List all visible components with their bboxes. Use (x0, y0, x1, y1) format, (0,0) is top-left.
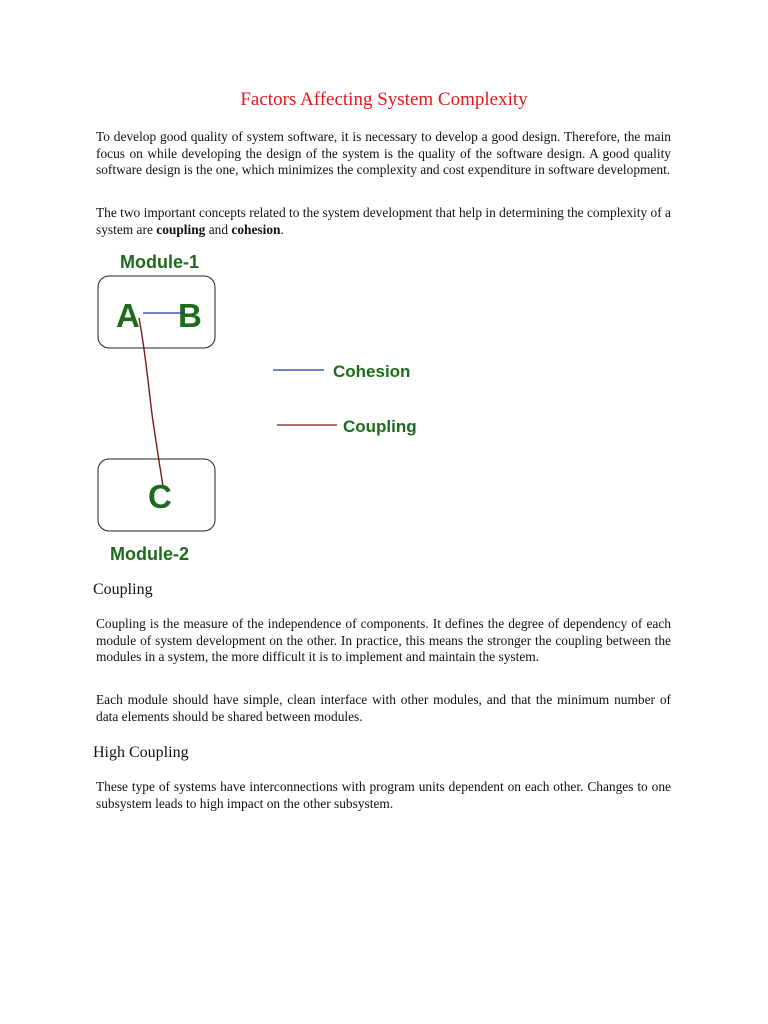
intro-paragraph-2-and: and (205, 221, 232, 237)
legend-cohesion-label: Cohesion (333, 362, 411, 381)
node-c: C (148, 478, 172, 515)
term-cohesion: cohesion (231, 221, 281, 237)
high-coupling-paragraph: These type of systems have interconnections with program units dependent on each other. Changes to one subsystem leads to high impact on the other subsystem. (96, 779, 671, 811)
coupling-line-a-c (139, 318, 163, 486)
coupling-heading: Coupling (93, 581, 153, 598)
intro-paragraph-2-text: The two important concepts related to the system development that help in determining the complexity of a system are (96, 205, 671, 237)
module-1-label: Module-1 (120, 252, 199, 272)
high-coupling-heading: High Coupling (93, 744, 189, 761)
module-2-box (98, 459, 215, 531)
coupling-paragraph-2: Each module should have simple, clean interface with other modules, and that the minimum number of data elements should be shared between modules. (96, 692, 671, 724)
node-a: A (116, 297, 140, 334)
node-b: B (178, 297, 202, 334)
intro-paragraph-2 (96, 205, 671, 238)
legend-coupling-label: Coupling (343, 417, 417, 436)
page-title: Factors Affecting System Complexity (240, 89, 528, 110)
coupling-paragraph-1: Coupling is the measure of the independence of components. It defines the degree of dependency of each module of system development on the other. In practice, this means the stronger the coupling between the modules in a system, the more difficult it is to implement and maintain the system. (96, 616, 671, 665)
intro-paragraph-1: To develop good quality of system software, it is necessary to develop a good design. Therefore, the main focus on while developing the design of the system is the quality of the software design. A good quality software design is the one, which minimizes the complexity and cost expenditure in software development. (96, 129, 671, 178)
intro-paragraph-2-end: . (280, 221, 284, 237)
term-coupling: coupling (156, 221, 206, 237)
module-2-label: Module-2 (110, 544, 189, 564)
module-1-box (98, 276, 215, 348)
